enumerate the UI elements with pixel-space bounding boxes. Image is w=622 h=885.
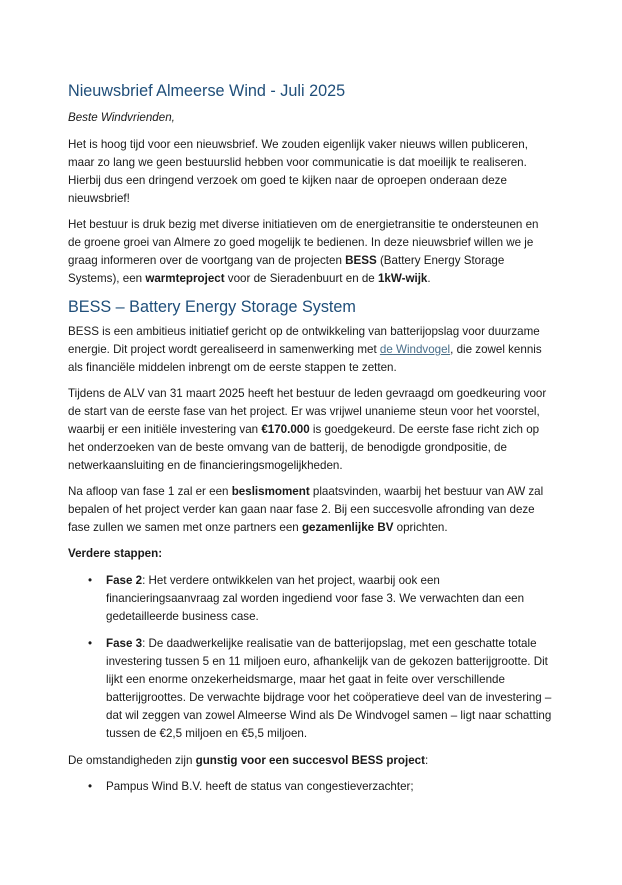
bess-paragraph-2: [68, 385, 554, 475]
text-run: oprichten.: [393, 521, 448, 534]
step-text: : De daadwerkelijke realisatie van de batterijopslag, met een geschatte totale investering tussen 5 en 11 miljoen euro, afhankelijk van de gekozen batterijgrootte. Dit lijkt een enorme onzekerheidsmarge, maar het gaat in feite over verschillende batterijgroottes. De verwachte bijdrage voor het coöperatieve deel van de investering – dat wil zeggen van zowel Almeerse Wind als De Windvogel samen – ligt naar schatting tussen de €2,5 miljoen en €5,5 miljoen.: [106, 637, 552, 740]
text-run: plaatsvinden, waarbij het bestuur van AW zal bepalen of het project verder kan gaan naar fase 2. Bij een succesvolle afronding van deze fase zullen we samen met onze partners een: [68, 485, 544, 534]
greeting: Beste Windvrienden,: [68, 111, 175, 124]
text-run: , die zowel kennis als financiële middelen inbrengt om de eerste stappen te zetten.: [68, 343, 542, 374]
text-run: Het bestuur is druk bezig met diverse initiatieven om de energietransitie te ondersteunen en de groene groei van Almere zo goed mogelijk te bedienen. In deze nieuwsbrief willen we je graag informeren over de voortgang van de projecten: [68, 218, 539, 267]
steps-heading: [68, 545, 554, 563]
step-label: Fase 3: [106, 637, 143, 650]
bess-paragraph-1: [68, 323, 554, 377]
intro-paragraph-2: [68, 216, 554, 288]
bold-gunstig: gunstig voor een succesvol BESS project: [195, 754, 425, 767]
text-run: is goedgekeurd. De eerste fase richt zich op het onderzoeken van de beste omvang van de batterij, de benodigde grondpositie, de netwerkaansluiting en de financieringsmogelijkheden.: [68, 423, 540, 472]
newsletter-title: Nieuwsbrief Almeerse Wind - Juli 2025: [68, 82, 346, 100]
bold-investment: €170.000: [261, 423, 310, 436]
steps-heading-text: Verdere stappen:: [68, 547, 163, 560]
step-text: : Het verdere ontwikkelen van het project, waarbij ook een financieringsaanvraag zal worden ingediend voor fase 3. We verwachten dan een gedetailleerde business case.: [106, 574, 525, 623]
newsletter-document: [68, 80, 554, 805]
step-label: Fase 2: [106, 574, 143, 587]
text-run: .: [427, 272, 431, 285]
text-run: Na afloop van fase 1 zal er een: [68, 485, 232, 498]
bess-heading: BESS – Battery Energy Storage System: [68, 298, 356, 316]
bold-bess: BESS: [345, 254, 377, 267]
list-item: [106, 635, 554, 743]
bess-paragraph-4: [68, 752, 554, 770]
conditions-list: [68, 778, 554, 796]
windvogel-link[interactable]: de Windvogel: [379, 343, 451, 356]
text-run: BESS is een ambitieus initiatief gericht op de ontwikkeling van batterijopslag voor duurzame energie. Dit project wordt gerealiseerd in samenwerking met: [68, 325, 540, 356]
bold-warmteproject: warmteproject: [145, 272, 225, 285]
intro-paragraph-1: Het is hoog tijd voor een nieuwsbrief. We zouden eigenlijk vaker nieuws willen publiceren, maar zo lang we geen bestuurslid hebben voor communicatie is dat moeilijk te realiseren. Hierbij dus een dringend verzoek om goed te kijken naar de oproepen onderaan deze nieuwsbrief!: [68, 138, 528, 205]
list-item: [106, 572, 554, 626]
steps-list: [68, 572, 554, 743]
bold-beslismoment: beslismoment: [231, 485, 310, 498]
text-run: (Battery Energy Storage Systems), een: [68, 254, 505, 285]
text-run: :: [425, 754, 429, 767]
bold-1kw-wijk: 1kW-wijk: [377, 272, 428, 285]
text-run: Tijdens de ALV van 31 maart 2025 heeft het bestuur de leden gevraagd om goedkeuring voor de start van de eerste fase van het project. Er was vrijwel unanieme steun voor het voorstel, waarbij er een initiële investering van: [68, 387, 547, 436]
bold-gezamenlijke-bv: gezamenlijke BV: [301, 521, 394, 534]
text-run: voor de Sieradenbuurt en de: [224, 272, 378, 285]
text-run: De omstandigheden zijn: [68, 754, 196, 767]
list-item: • Pampus Wind B.V. heeft de status van congestieverzachter;: [106, 778, 554, 796]
bess-paragraph-3: [68, 483, 554, 537]
